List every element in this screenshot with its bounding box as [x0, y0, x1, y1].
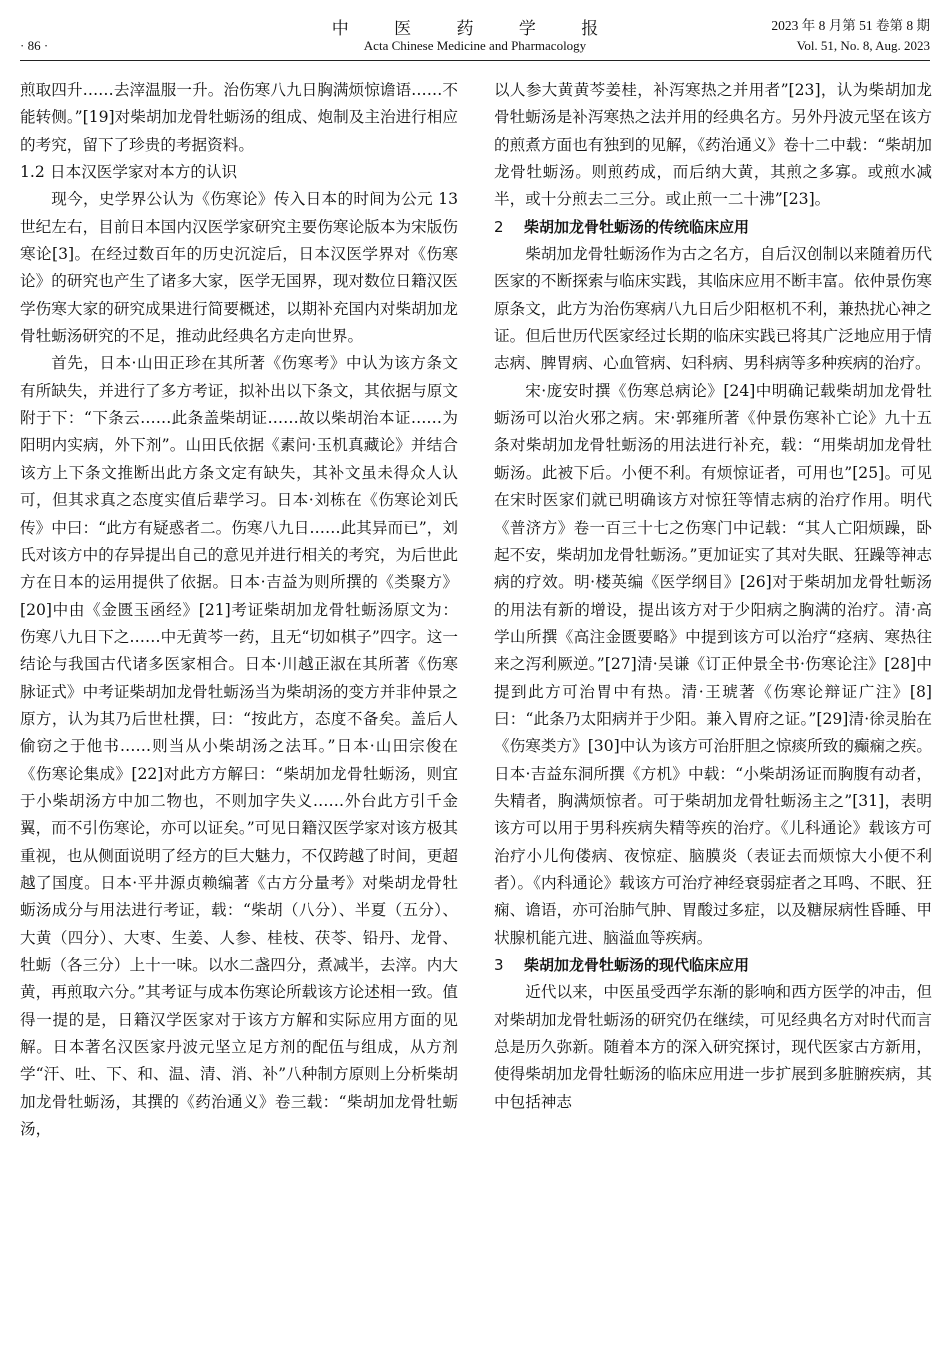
- issue-info-cn: 2023 年 8 月第 51 卷第 8 期: [771, 18, 930, 33]
- section-number: 2: [494, 217, 504, 236]
- paragraph: 煎取四升……去滓温服一升。治伤寒八九日胸满烦惊谵语……不能转侧。”[19]对柴胡加龙骨牡蛎汤的组成、炮制及主治进行相应的考究，留下了珍贵的考据资料。: [20, 81, 458, 154]
- left-column: [20, 77, 458, 1352]
- page-number: · 86 ·: [20, 38, 49, 53]
- issue-info-en: Vol. 51, No. 8, Aug. 2023: [796, 38, 930, 53]
- section-number: 3: [494, 956, 504, 974]
- paragraph: 现今，史学界公认为《伤寒论》传入日本的时间为公元 13 世纪左右，目前日本国内汉医学家研究主要伤寒论版本为宋版伤寒论[3]。在经过数百年的历史沉淀后，日本汉医学界对《伤寒论》的研究也产生了诸多大家，医学无国界，现对数位日籍汉医学伤寒大家的研究成果进行简要概述，以期补充国内对柴胡加龙骨牡蛎汤研究的不足，推动此经典名方走向世界。: [20, 190, 458, 346]
- paragraph: 柴胡加龙骨牡蛎汤作为古之名方，自后汉创制以来随着历代医家的不断探索与临床实践，其临床应用不断丰富。依仲景伤寒原条文，此方为治伤寒病八九日后少阳枢机不利，兼热扰心神之证。但后世历代医家经过长期的临床实践已将其广泛地应用于情志病、脾胃病、心血管病、妇科病、男科病等多种疾病的治疗。: [494, 245, 932, 373]
- section-title: 柴胡加龙骨牡蛎汤的传统临床应用: [524, 217, 750, 236]
- section-title: 柴胡加龙骨牡蛎汤的现代临床应用: [524, 956, 750, 974]
- section-title: 日本汉医学家对本方的认识: [50, 163, 238, 182]
- section-number: 1.2: [20, 163, 45, 182]
- page-header: [20, 0, 930, 62]
- journal-title-cn: 中 医 药 学 报: [331, 19, 619, 39]
- paragraph: 宋·庞安时撰《伤寒总病论》[24]中明确记载柴胡加龙骨牡蛎汤可以治火邪之病。宋·郭雍所著《仲景伤寒补亡论》九十五条对柴胡加龙骨牡蛎汤的用法进行补充，载：“用柴胡加龙骨牡蛎汤。此被下后。小便不利。有烦惊证者，可用也”[25]。可见在宋时医家们就已明确该方对惊狂等情志病的治疗作用。明代《普济方》卷一百三十七之伤寒门中记载：“其人亡阳烦躁，卧起不安，柴胡加龙骨牡蛎汤。”更加证实了其对失眠、狂躁等神志病的疗效。明·楼英编《医学纲目》[26]对于柴胡加龙骨牡蛎汤的用法有新的增设，提出该方对于少阳病之胸满的治疗。清·高学山所撰《高注金匮要略》中提到该方可以治疗“痉病、寒热往来之泻利厥逆。”[27]清·吴谦《订正仲景全书·伤寒论注》[28]中提到此方可治胃中有热。清·王琥著《伤寒论辩证广注》[8]曰：“此条乃太阳病并于少阳。兼入胃府之证。”[29]清·徐灵胎在《伤寒类方》[30]中认为该方可治肝胆之惊痰所致的癫痫之疾。日本·吉益东洞所撰《方机》中载：“小柴胡汤证而胸腹有动者，失精者，胸满烦惊者。可于柴胡加龙骨牡蛎汤主之”[31]，表明该方可以用于男科疾病失精等疾的治疗。《儿科通论》载该方可治疗小儿佝偻病、夜惊症、脑膜炎（表证去而烦惊大小便不利者）。《内科通论》载该方可治疗神经衰弱症者之耳鸣、不眠、狂痫、谵语，亦可治肺气肿、胃酸过多症，以及糖尿病性昏睡、甲状腺机能亢进、脑溢血等疾病。: [494, 381, 932, 947]
- paragraph: 近代以来，中医虽受西学东渐的影响和西方医学的冲击，但对柴胡加龙骨牡蛎汤的研究仍在继续，可见经典名方对时代而言总是历久弥新。随着本方的深入研究探讨，现代医家古方新用，使得柴胡加龙骨牡蛎汤的临床应用进一步扩展到多脏腑疾病，其中包括神志: [494, 983, 932, 1111]
- section-heading-3: [494, 952, 932, 979]
- section-heading-2: [494, 214, 932, 241]
- paragraph: 首先，日本·山田正珍在其所著《伤寒考》中认为该方条文有所缺失，并进行了多方考证，拟补出以下条文，其依据与原文附于下：“下条云……此条盖柴胡证……故以柴胡治本证……为阳明内实病，外下剂”。山田氏依据《素问·玉机真藏论》并结合该方上下条文推断出此方条文定有缺失，其补文虽未得众人认可，但其求真之态度实值后辈学习。日本·刘栋在《伤寒论刘氏传》中曰：“此方有疑惑者二。伤寒八九日……此其异而已”，刘氏对该方中的存异提出自己的意见并进行相关的考究，为后世此方在日本的运用提供了依据。日本·吉益为则所撰的《类聚方》[20]中由《金匮玉函经》[21]考证柴胡加龙骨牡蛎汤原文为：伤寒八九日下之……中无黄芩一药，且无“切如棋子”四字。这一结论与我国古代诸多医家相合。日本·川越正淑在其所著《伤寒脉证式》中考证柴胡加龙骨牡蛎汤当为柴胡汤的变方并非仲景之原方，认为其乃后世杜撰，曰：“按此方，态度不备矣。盖后人偷窃之于他书……则当从小柴胡汤之法耳。”日本·山田宗俊在《伤寒论集成》[22]对此方方解曰：“柴胡加龙骨牡蛎汤，则宜于小柴胡汤方中加二物也，不则加字失义……外台此方引千金翼，而不引伤寒论，亦可以证矣。”可见日籍汉医学家对该方极其重视，也从侧面说明了经方的巨大魅力，不仅跨越了时间，更超越了国度。日本·平井源贞赖编著《古方分量考》对柴胡龙骨牡蛎汤成分与用法进行考证，载：“柴胡（八分）、半夏（五分）、大黄（四分）、大枣、生姜、人参、桂枝、茯苓、铅丹、龙骨、牡蛎（各三分）上十一味。以水二盏四分，煮减半，去滓。内大黄，再煎取六分。”其考证与成本伤寒论所载该方论述相一致。值得一提的是，日籍汉学医家对于该方方解和实际应用方面的见解。日本著名汉医家丹波元坚立足方剂的配伍与组成，从方剂学“汗、吐、下、和、温、清、消、补”八种制方原则上分析柴胡加龙骨牡蛎汤，其撰的《药治通义》卷三载：“柴胡加龙骨牡蛎汤，: [20, 354, 458, 1139]
- right-column: [494, 77, 932, 1352]
- journal-title-en: Acta Chinese Medicine and Pharmacology: [363, 38, 587, 53]
- header-rule: [20, 60, 930, 61]
- section-heading-1-2: [20, 159, 458, 186]
- paragraph: 以人参大黄黄芩姜桂，补泻寒热之并用者”[23]，认为柴胡加龙骨牡蛎汤是补泻寒热之法并用的经典名方。另外丹波元坚在该方的煎煮方面也有独到的见解，《药治通义》卷十二中载：“柴胡加龙骨牡蛎汤。则煎药成，而后纳大黄，其煎之多寡。或煎水减半，或十分煎去二三分。或止煎一二十沸”[23]。: [494, 81, 932, 209]
